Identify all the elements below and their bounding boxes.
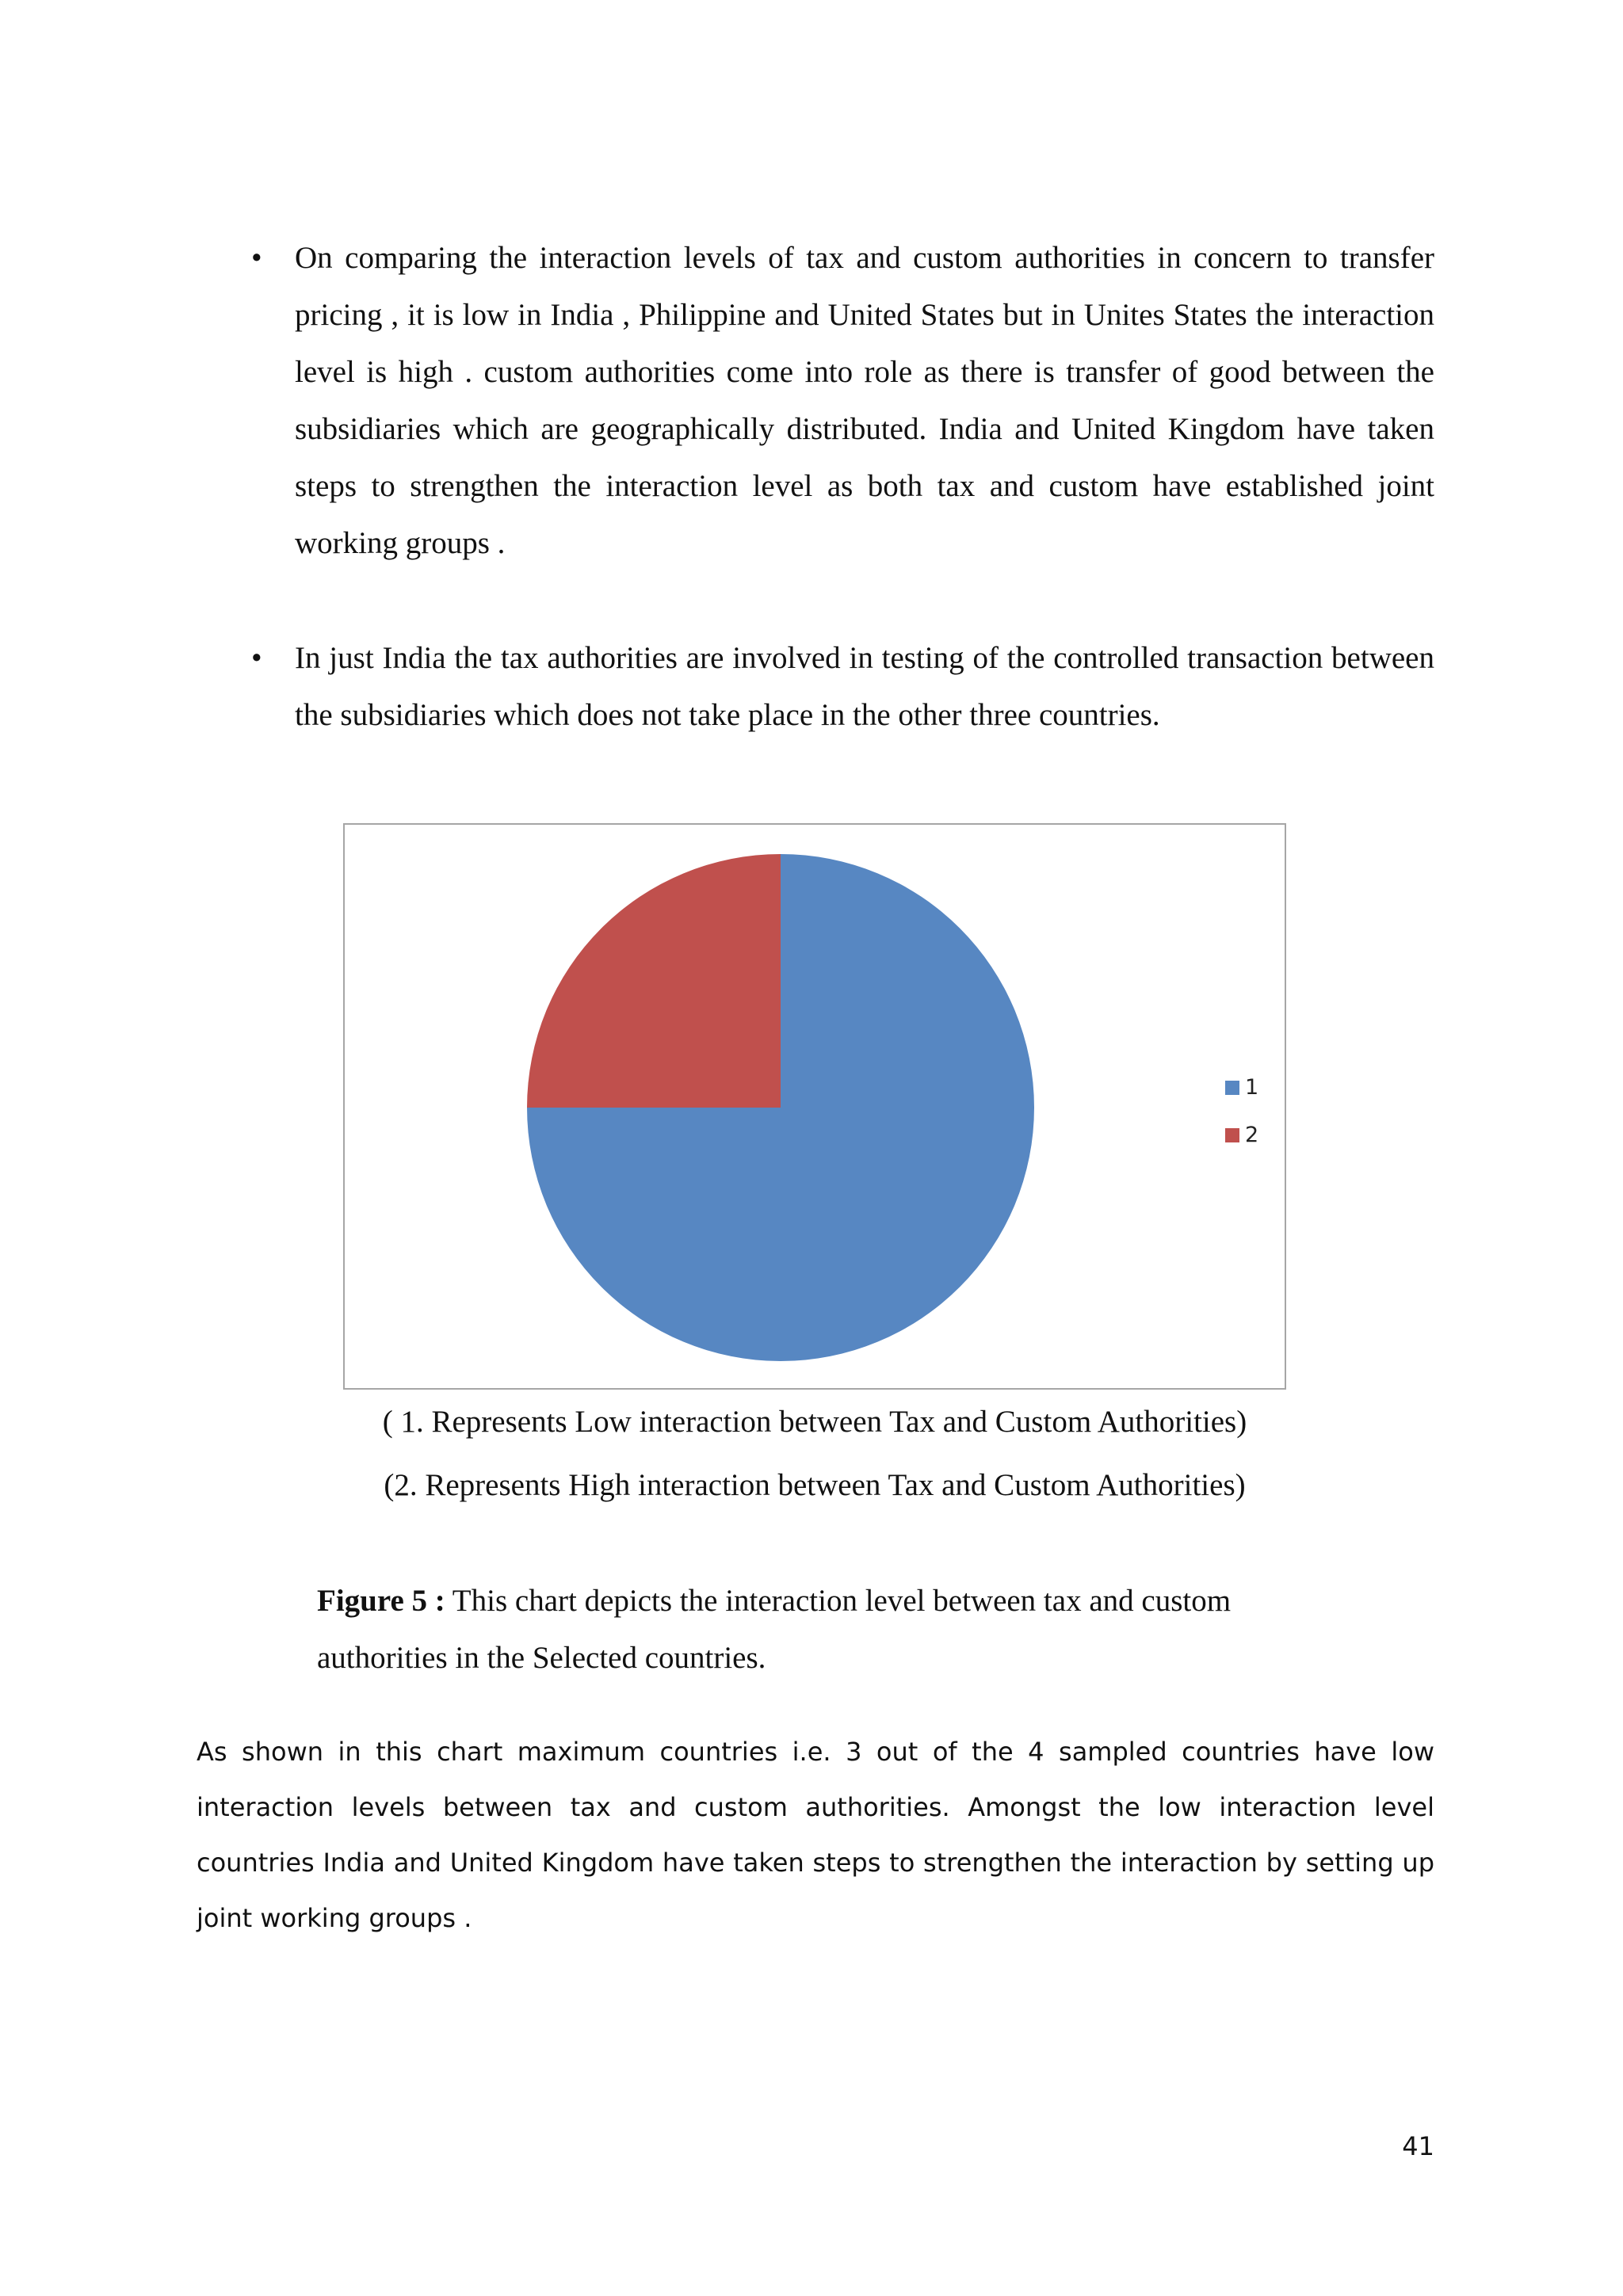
- pie-slice-2: [527, 854, 781, 1108]
- bullet-item: [251, 230, 1434, 572]
- chart-legend: [1225, 1075, 1258, 1147]
- pie-slices: [527, 854, 1034, 1361]
- body-paragraph: As shown in this chart maximum countries i.e. 3 out of the 4 sampled countries have low interaction levels between tax and custom authorities. Amongst the low interaction level countries India and United Kingdom have taken steps to strengthen the interaction by setting up joint working groups .: [197, 1737, 1434, 1933]
- bullet-dot: •: [251, 241, 262, 275]
- pie-chart: [343, 823, 1286, 1390]
- pie-chart-svg: [345, 825, 1285, 1388]
- legend-caption-1: ( 1. Represents Low interaction between Tax and Custom Authorities): [382, 1405, 1247, 1439]
- legend-label-1: 1: [1245, 1075, 1259, 1100]
- bullet-dot: •: [251, 641, 262, 675]
- bullet-text: In just India the tax authorities are involved in testing of the controlled transaction between the subsidiaries which does not take place in the other three countries.: [295, 641, 1434, 732]
- legend-swatch-1: [1225, 1081, 1239, 1095]
- figure-caption: [317, 1573, 1347, 1687]
- legend-caption-2: (2. Represents High interaction between Tax and Custom Authorities): [384, 1468, 1246, 1502]
- figure-text: This chart depicts the interaction level between tax and custom authorities in the Selected countries.: [317, 1584, 1232, 1675]
- page-number: 41: [1402, 2131, 1434, 2161]
- legend-swatch-2: [1225, 1128, 1239, 1142]
- legend-label-2: 2: [1245, 1123, 1259, 1147]
- figure-label: Figure 5 :: [317, 1584, 445, 1618]
- bullet-text: On comparing the interaction levels of tax and custom authorities in concern to transfer pricing , it is low in India , Philippine and United States but in Unites States the interaction level is high . custom authorities come into role as there is transfer of good between the subsidiaries which are geographically distributed. India and United Kingdom have taken steps to strengthen the interaction level as both tax and custom have established joint working groups .: [295, 241, 1434, 560]
- bullet-item: [251, 630, 1434, 744]
